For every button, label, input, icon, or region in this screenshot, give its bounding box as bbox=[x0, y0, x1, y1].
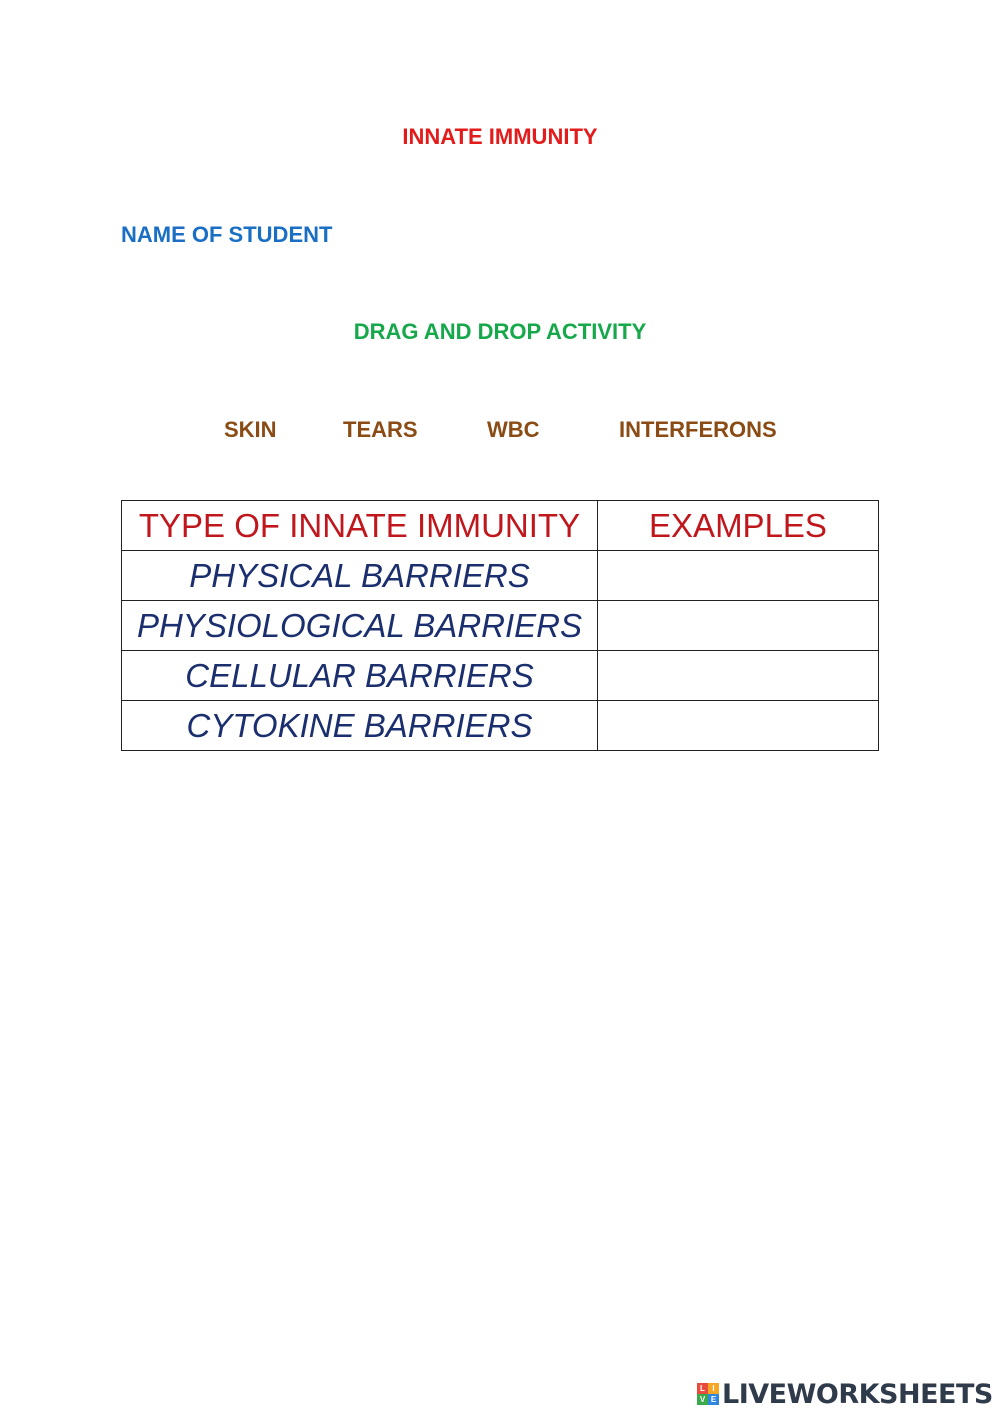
draggable-word-interferons[interactable]: INTERFERONS bbox=[619, 417, 777, 442]
table-row bbox=[122, 551, 879, 601]
header-examples: EXAMPLES bbox=[598, 501, 879, 551]
draggable-word-wbc[interactable]: WBC bbox=[487, 417, 540, 442]
draggable-word-skin[interactable]: SKIN bbox=[224, 417, 277, 442]
drop-zone-physiological[interactable] bbox=[598, 601, 879, 651]
row-type-label: CYTOKINE BARRIERS bbox=[122, 701, 598, 751]
drop-zone-physical[interactable] bbox=[598, 551, 879, 601]
worksheet-title: INNATE IMMUNITY bbox=[402, 124, 598, 149]
drop-zone-cellular[interactable] bbox=[598, 651, 879, 701]
activity-label: DRAG AND DROP ACTIVITY bbox=[353, 319, 647, 344]
drop-zone-cytokine[interactable] bbox=[598, 701, 879, 751]
liveworksheets-logo bbox=[697, 1379, 993, 1409]
student-name-label: NAME OF STUDENT bbox=[121, 222, 333, 247]
table-row bbox=[122, 601, 879, 651]
row-type-label: CELLULAR BARRIERS bbox=[122, 651, 598, 701]
liveworksheets-logo-icon: L I V E bbox=[697, 1383, 719, 1405]
header-type: TYPE OF INNATE IMMUNITY bbox=[122, 501, 598, 551]
word-bank bbox=[0, 417, 1000, 447]
logo-text: LIVEWORKSHEETS bbox=[722, 1378, 993, 1410]
table-row bbox=[122, 701, 879, 751]
immunity-table bbox=[121, 500, 879, 751]
row-type-label: PHYSIOLOGICAL BARRIERS bbox=[122, 601, 598, 651]
draggable-word-tears[interactable]: TEARS bbox=[343, 417, 418, 442]
table-row bbox=[122, 651, 879, 701]
row-type-label: PHYSICAL BARRIERS bbox=[122, 551, 598, 601]
table-header-row bbox=[122, 501, 879, 551]
